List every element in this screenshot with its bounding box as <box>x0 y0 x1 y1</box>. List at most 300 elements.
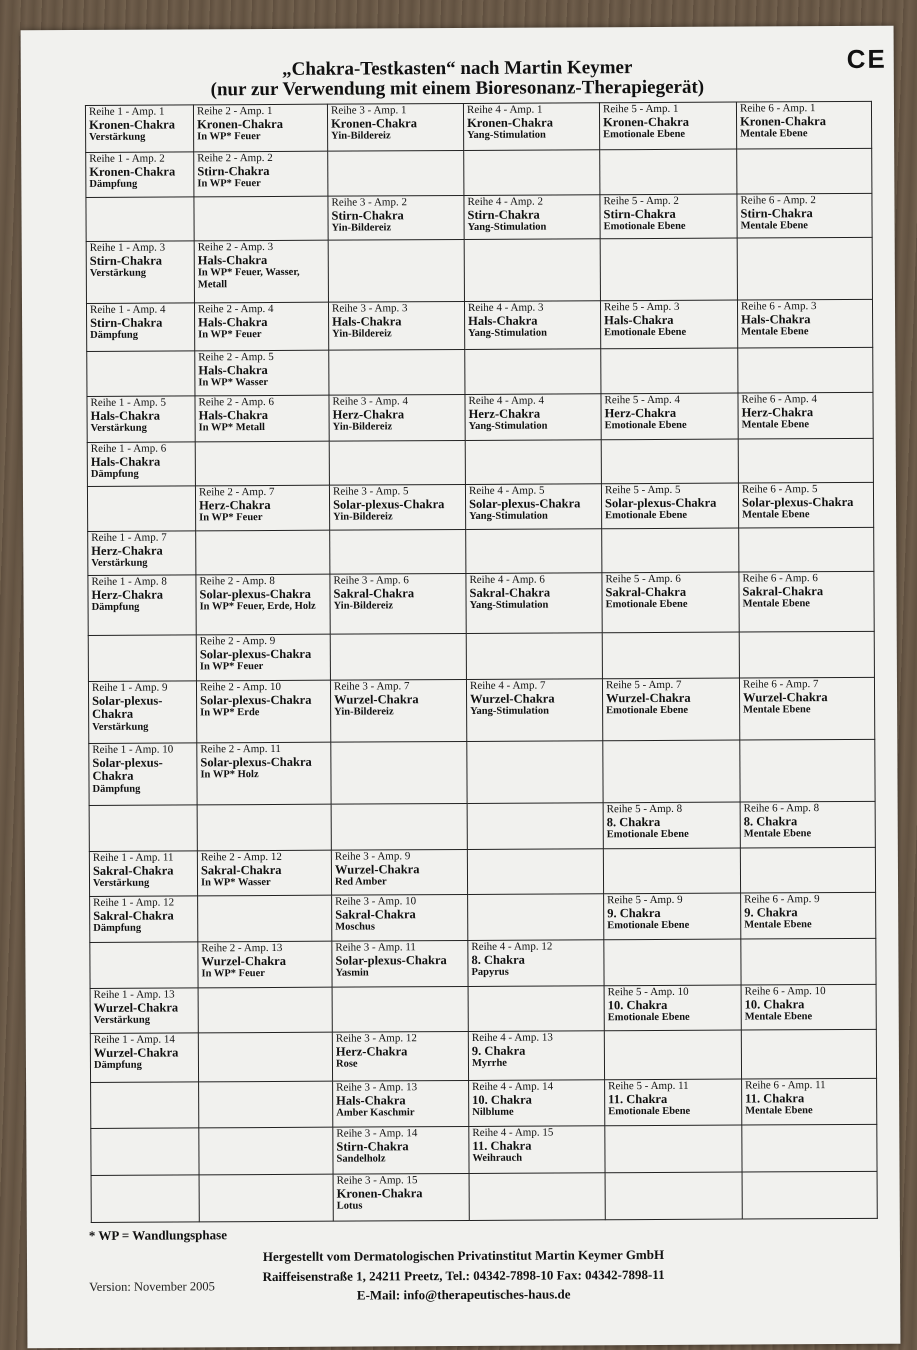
table-cell <box>194 240 328 303</box>
table-cell <box>199 1127 333 1175</box>
ampoule-label: Reihe 1 - Amp. 4 <box>89 303 166 316</box>
table-cell <box>88 635 196 682</box>
table-cell <box>600 149 737 195</box>
email: E-Mail: info@therapeutisches-haus.de <box>356 1286 571 1303</box>
table-cell <box>89 743 197 806</box>
table-cell <box>602 678 739 741</box>
table-cell <box>469 1080 605 1127</box>
ampoule-label: Reihe 6 - Amp. 5 <box>741 483 818 496</box>
ampoule-label: Reihe 3 - Amp. 4 <box>332 395 409 408</box>
cell-detail: Emotionale Ebene <box>604 420 687 432</box>
table-cell <box>328 301 464 350</box>
ampoule-label: Reihe 3 - Amp. 15 <box>336 1174 418 1187</box>
ampoule-label: Reihe 2 - Amp. 10 <box>199 680 281 694</box>
table-cell <box>464 301 600 350</box>
chakra-name: Sakral-Chakra <box>335 907 416 922</box>
chakra-name: 11. Chakra <box>745 1091 805 1106</box>
table-cell <box>738 482 873 528</box>
table-cell <box>328 239 464 302</box>
chakra-name: Sakral-Chakra <box>200 862 282 878</box>
chakra-name: 8. Chakra <box>471 952 525 967</box>
cell-detail: Amber Kaschmir <box>336 1107 415 1120</box>
ampoule-label: Reihe 5 - Amp. 11 <box>608 1079 689 1093</box>
footnote: * WP = Wandlungsphase <box>88 1227 227 1243</box>
ampoule-label: Reihe 4 - Amp. 1 <box>466 103 543 116</box>
cell-detail: Mentale Ebene <box>741 419 810 431</box>
table-row <box>86 193 872 241</box>
ampoule-label: Reihe 2 - Amp. 8 <box>199 574 275 588</box>
chakra-name: Stirn-Chakra <box>90 315 163 330</box>
ampoule-label: Reihe 5 - Amp. 4 <box>604 393 680 407</box>
ampoule-label: Reihe 6 - Amp. 3 <box>740 300 817 313</box>
table-cell <box>738 347 873 393</box>
table-cell <box>736 101 871 149</box>
ampoule-label: Reihe 1 - Amp. 5 <box>90 396 167 409</box>
ampoule-label: Reihe 1 - Amp. 8 <box>91 575 167 588</box>
table-cell <box>739 631 874 678</box>
ampoule-label: Reihe 3 - Amp. 11 <box>335 941 416 954</box>
chakra-name: Hals-Chakra <box>197 252 268 268</box>
ampoule-label: Reihe 2 - Amp. 7 <box>198 485 275 499</box>
table-cell <box>329 394 465 441</box>
cell-detail: Dämpfung <box>93 923 142 935</box>
ampoule-label: Reihe 4 - Amp. 4 <box>468 394 545 407</box>
chakra-name: Stirn-Chakra <box>331 208 404 223</box>
cell-detail: Emotionale Ebene <box>603 221 686 233</box>
table-cell <box>468 940 604 987</box>
ampoule-label: Reihe 3 - Amp. 5 <box>332 485 409 498</box>
table-cell <box>740 847 875 893</box>
table-cell <box>742 1124 877 1172</box>
ampoule-label: Reihe 1 - Amp. 12 <box>93 896 175 909</box>
table-cell <box>740 801 875 848</box>
cell-detail: Yang-Stimulation <box>467 129 546 142</box>
table-cell <box>198 941 332 988</box>
ce-mark: CE <box>846 43 887 74</box>
table-cell <box>603 802 740 849</box>
chakra-name: Hals-Chakra <box>468 313 538 328</box>
table-row <box>85 101 871 152</box>
ampoule-label: Reihe 4 - Amp. 14 <box>472 1080 554 1093</box>
chakra-name: Herz-Chakra <box>335 1044 408 1059</box>
table-cell <box>333 1173 469 1221</box>
chakra-name: Stirn-Chakra <box>197 163 270 179</box>
table-cell <box>330 633 466 680</box>
cell-detail: In WP* Feuer <box>199 512 263 524</box>
chakra-name: Stirn-Chakra <box>467 207 540 222</box>
chakra-name: Kronen-Chakra <box>197 116 283 132</box>
table-row <box>87 438 873 486</box>
ampoule-label: Reihe 6 - Amp. 4 <box>741 393 817 406</box>
ampoule-label: Reihe 5 - Amp. 6 <box>605 572 681 586</box>
chakra-name: Solar-plexus-Chakra <box>333 496 445 512</box>
table-cell <box>87 442 195 487</box>
ampoule-label: Reihe 1 - Amp. 1 <box>88 105 165 118</box>
table-cell <box>88 531 196 576</box>
ampoule-label: Reihe 2 - Amp. 3 <box>197 240 274 254</box>
cell-detail: Yin-Bildereiz <box>332 421 393 434</box>
table-cell <box>603 848 740 894</box>
chakra-name: 9. Chakra <box>471 1043 526 1058</box>
chakra-name: Wurzel-Chakra <box>470 691 555 706</box>
table-cell <box>603 740 740 803</box>
chakra-name: Wurzel-Chakra <box>334 692 419 707</box>
cell-detail: Emotionale Ebene <box>606 829 689 841</box>
table-cell <box>330 679 466 742</box>
table-cell <box>600 194 737 239</box>
table-cell <box>467 803 603 850</box>
ampoule-label: Reihe 4 - Amp. 3 <box>467 301 544 314</box>
cell-detail: Yang-Stimulation <box>468 420 548 433</box>
chakra-name: Kronen-Chakra <box>89 117 175 132</box>
cell-detail: Mentale Ebene <box>741 326 809 338</box>
table-cell <box>465 440 601 485</box>
ampoule-label: Reihe 4 - Amp. 6 <box>469 573 545 586</box>
cell-detail: Emotionale Ebene <box>607 1012 690 1024</box>
ampoule-label: Reihe 5 - Amp. 8 <box>606 802 683 816</box>
table-row <box>88 527 874 575</box>
cell-detail: Lotus <box>336 1200 363 1213</box>
cell-detail: Verstärkung <box>90 423 147 435</box>
cell-detail: In WP* Feuer, Erde, Holz <box>199 601 316 613</box>
cell-detail: Red Amber <box>334 876 387 889</box>
cell-detail: Verstärkung <box>93 1015 150 1027</box>
table-cell <box>738 438 873 483</box>
table-cell <box>464 195 600 240</box>
ampoule-label: Reihe 6 - Amp. 7 <box>742 678 819 691</box>
cell-detail: In WP* Feuer <box>199 661 264 673</box>
table-row <box>86 299 872 351</box>
cell-detail: Emotionale Ebene <box>608 1106 691 1118</box>
ampoule-label: Reihe 1 - Amp. 11 <box>92 851 174 864</box>
table-cell <box>467 849 603 895</box>
chakra-name: Sakral-Chakra <box>93 908 174 923</box>
cell-detail: In WP* Feuer <box>201 968 265 980</box>
cell-detail: In WP* Feuer <box>197 178 261 190</box>
ampoule-label: Reihe 2 - Amp. 4 <box>197 302 274 316</box>
table-cell <box>605 1079 742 1126</box>
cell-detail: Emotionale Ebene <box>607 920 690 932</box>
table-row <box>89 739 875 805</box>
table-cell <box>739 527 874 572</box>
table-row <box>91 1078 877 1128</box>
table-cell <box>737 237 872 300</box>
cell-detail: In WP* Holz <box>200 769 259 781</box>
ampoule-label: Reihe 3 - Amp. 10 <box>335 895 417 908</box>
table-cell <box>199 1081 333 1128</box>
chakra-name: 11. Chakra <box>608 1091 668 1107</box>
chakra-name: 10. Chakra <box>472 1092 532 1107</box>
table-cell <box>602 572 739 633</box>
cell-detail: Yin-Bildereiz <box>333 511 393 524</box>
table-row <box>89 801 875 851</box>
cell-detail: In WP* Metall <box>198 422 265 434</box>
chakra-name: Wurzel-Chakra <box>93 1045 179 1060</box>
table-cell <box>196 634 330 681</box>
chakra-name: Hals-Chakra <box>198 407 269 423</box>
cell-detail: Emotionale Ebene <box>604 327 687 339</box>
table-cell <box>599 102 736 150</box>
ampoule-label: Reihe 4 - Amp. 2 <box>467 195 543 208</box>
chakra-name: Hals-Chakra <box>90 408 161 423</box>
table-cell <box>194 151 328 197</box>
cell-detail: Mentale Ebene <box>742 598 810 610</box>
table-cell <box>91 1128 199 1176</box>
table-cell <box>600 238 737 301</box>
table-cell <box>197 850 331 896</box>
table-cell <box>468 986 604 1032</box>
ampoule-label: Reihe 2 - Amp. 6 <box>198 395 275 409</box>
cell-detail: In WP* Erde <box>200 707 260 719</box>
table-cell <box>741 1029 876 1079</box>
table-cell <box>193 104 327 152</box>
table-cell <box>742 1171 877 1219</box>
table-cell <box>91 1175 199 1223</box>
table-row <box>90 984 876 1033</box>
table-cell <box>604 893 741 940</box>
cell-detail: Yin-Bildereiz <box>332 328 392 341</box>
ampoule-label: Reihe 4 - Amp. 13 <box>471 1031 553 1044</box>
table-cell <box>601 393 738 440</box>
chakra-name: Hals-Chakra <box>741 312 811 327</box>
chakra-name: Hals-Chakra <box>198 362 268 378</box>
table-cell <box>465 394 601 441</box>
table-cell <box>197 742 331 805</box>
chakra-name: Solar-plexus-Chakra <box>742 494 854 510</box>
table-cell <box>332 894 468 941</box>
table-cell <box>466 529 602 574</box>
ampoule-label: Reihe 3 - Amp. 9 <box>334 850 411 863</box>
cell-detail: Emotionale Ebene <box>603 129 686 141</box>
chakra-name: Stirn-Chakra <box>336 1139 409 1154</box>
ampoule-label: Reihe 3 - Amp. 13 <box>336 1081 418 1094</box>
chakra-name: Wurzel-Chakra <box>606 690 691 706</box>
cell-detail: Dämpfung <box>89 179 138 191</box>
cell-detail: Verstärkung <box>89 132 146 144</box>
table-cell <box>196 530 330 575</box>
table-cell <box>331 741 467 804</box>
table-cell <box>741 984 876 1030</box>
chakra-name: Solar-plexus-Chakra <box>92 693 163 722</box>
cell-detail: Myrrhe <box>471 1058 507 1070</box>
ampoule-label: Reihe 3 - Amp. 12 <box>335 1032 417 1045</box>
table-cell <box>739 677 874 740</box>
chakra-name: Kronen-Chakra <box>467 115 553 130</box>
cell-detail: Emotionale Ebene <box>606 705 689 717</box>
table-cell <box>332 986 468 1032</box>
chakra-name: Solar-plexus-Chakra <box>199 586 311 602</box>
table-row <box>87 392 873 442</box>
cell-detail: Dämpfung <box>90 469 139 481</box>
ampoule-label: Reihe 1 - Amp. 10 <box>92 743 174 756</box>
table-cell <box>87 396 195 443</box>
chakra-name: Wurzel-Chakra <box>201 953 286 969</box>
table-cell <box>605 1172 742 1220</box>
table-cell <box>198 1032 332 1082</box>
version: Version: November 2005 <box>89 1279 215 1294</box>
chakra-name: Wurzel-Chakra <box>743 689 828 705</box>
table-cell <box>739 571 874 632</box>
table-cell <box>331 803 467 850</box>
ampoule-label: Reihe 3 - Amp. 3 <box>331 302 408 315</box>
chakra-name: Solar-plexus-Chakra <box>469 496 581 511</box>
ampoule-label: Reihe 6 - Amp. 9 <box>744 893 820 906</box>
ampoule-label: Reihe 4 - Amp. 12 <box>471 940 553 953</box>
chakra-name: Hals-Chakra <box>332 314 402 329</box>
table-cell <box>198 987 332 1033</box>
chakra-name: Hals-Chakra <box>336 1093 406 1108</box>
cell-detail: Yang-Stimulation <box>469 510 548 523</box>
cell-detail: Moschus <box>335 921 375 934</box>
table-cell <box>464 150 600 196</box>
chakra-name: 8. Chakra <box>743 814 798 829</box>
table-cell <box>332 940 468 987</box>
cell-detail: Yin-Bildereiz <box>331 222 392 235</box>
chakra-name: Solar-plexus-Chakra <box>335 952 447 968</box>
table-cell <box>331 849 467 895</box>
table-cell <box>87 351 195 397</box>
table-row <box>88 571 874 635</box>
table-cell <box>738 392 873 439</box>
table-cell <box>90 988 198 1034</box>
table-cell <box>86 303 194 352</box>
table-cell <box>88 681 196 744</box>
cell-detail: Yang-Stimulation <box>469 599 549 612</box>
cell-detail: In WP* Feuer <box>198 329 262 341</box>
chakra-name: 10. Chakra <box>607 997 668 1013</box>
ampoule-label: Reihe 3 - Amp. 6 <box>333 574 409 587</box>
cell-detail: Yang-Stimulation <box>470 705 549 718</box>
table-cell <box>197 804 331 851</box>
chakra-name: Herz-Chakra <box>604 405 677 421</box>
table-cell <box>469 1173 605 1221</box>
table-cell <box>601 348 738 394</box>
ampoule-label: Reihe 2 - Amp. 1 <box>196 104 273 118</box>
table-cell <box>604 985 741 1031</box>
table-row <box>90 1029 876 1082</box>
table-cell <box>86 152 194 198</box>
chakra-name: 8. Chakra <box>606 814 661 830</box>
chakra-name: Herz-Chakra <box>91 543 163 558</box>
table-cell <box>332 1031 468 1081</box>
cell-detail: Verstärkung <box>92 721 149 733</box>
ampoule-label: Reihe 1 - Amp. 3 <box>89 241 166 254</box>
table-cell <box>329 349 465 395</box>
chakra-name: Stirn-Chakra <box>603 206 676 222</box>
ampoule-label: Reihe 2 - Amp. 5 <box>198 350 274 364</box>
table-row <box>90 892 876 942</box>
chakra-name: Sakral-Chakra <box>92 863 174 878</box>
table-cell <box>741 938 876 985</box>
table-cell <box>88 575 196 636</box>
chakra-name: Sakral-Chakra <box>742 583 824 599</box>
table-row <box>91 1124 877 1175</box>
table-cell <box>601 439 738 484</box>
ampoule-label: Reihe 1 - Amp. 7 <box>91 531 167 544</box>
chakra-name: Kronen-Chakra <box>603 114 689 130</box>
chakra-table <box>85 101 878 1223</box>
cell-detail: In WP* Wasser <box>200 877 271 889</box>
chakra-name: Herz-Chakra <box>199 497 271 513</box>
ampoule-label: Reihe 2 - Amp. 12 <box>200 850 282 864</box>
table-cell <box>466 679 602 742</box>
chakra-name: Solar-plexus-Chakra <box>200 754 312 770</box>
chakra-name: Wurzel-Chakra <box>334 862 420 877</box>
table-cell <box>466 573 602 634</box>
cell-detail: Mentale Ebene <box>742 509 810 521</box>
ampoule-label: Reihe 1 - Amp. 6 <box>90 442 167 455</box>
ampoule-label: Reihe 6 - Amp. 8 <box>743 802 820 815</box>
table-cell <box>89 805 197 852</box>
ampoule-label: Reihe 4 - Amp. 15 <box>472 1126 554 1139</box>
table-cell <box>90 1033 198 1083</box>
table-cell <box>468 894 604 941</box>
table-cell <box>463 103 599 151</box>
ampoule-label: Reihe 4 - Amp. 5 <box>468 484 545 497</box>
cell-detail: Mentale Ebene <box>745 1105 813 1117</box>
table-row <box>89 847 875 896</box>
table-cell <box>90 942 198 989</box>
table-cell <box>737 299 872 348</box>
table-cell <box>196 574 330 635</box>
cell-detail: Dämpfung <box>93 1060 142 1072</box>
cell-detail: Sandelholz <box>336 1153 386 1166</box>
ampoule-label: Reihe 4 - Amp. 7 <box>469 679 546 692</box>
cell-detail: Rose <box>335 1058 358 1071</box>
cell-detail: Verstärkung <box>89 268 147 280</box>
cell-detail: Verstärkung <box>92 878 150 890</box>
table-cell <box>604 939 741 986</box>
ampoule-label: Reihe 3 - Amp. 2 <box>331 196 407 209</box>
ampoule-label: Reihe 5 - Amp. 5 <box>604 483 681 497</box>
cell-detail: Nilblume <box>472 1107 514 1119</box>
table-cell <box>333 1126 469 1174</box>
ampoule-label: Reihe 5 - Amp. 2 <box>603 194 679 208</box>
cell-detail: Mentale Ebene <box>740 220 808 232</box>
cell-detail: Dämpfung <box>90 330 139 342</box>
chakra-name: Herz-Chakra <box>741 405 814 420</box>
chakra-name: Solar-plexus-Chakra <box>199 646 312 662</box>
cell-detail: In WP* Feuer <box>197 131 261 143</box>
chakra-name: 11. Chakra <box>472 1138 532 1153</box>
ampoule-label: Reihe 6 - Amp. 10 <box>744 985 826 998</box>
table-cell <box>328 195 464 240</box>
ampoule-label: Reihe 2 - Amp. 11 <box>200 742 281 756</box>
document-sheet <box>21 26 901 1349</box>
chakra-name: Kronen-Chakra <box>89 164 176 179</box>
table-row <box>88 677 874 743</box>
table-cell <box>333 1080 469 1127</box>
chakra-name: Sakral-Chakra <box>469 585 551 600</box>
chakra-name: Kronen-Chakra <box>331 116 417 131</box>
table-cell <box>465 484 601 530</box>
cell-detail: Emotionale Ebene <box>605 599 688 611</box>
chakra-name: Wurzel-Chakra <box>93 1000 179 1015</box>
cell-detail: Yin-Bildereiz <box>333 600 394 613</box>
chakra-name: Kronen-Chakra <box>740 113 826 129</box>
table-row <box>87 482 873 531</box>
document-subtitle: (nur zur Verwendung mit einem Bioresonanz-Therapiegerät) <box>210 76 705 101</box>
table-cell <box>464 239 600 302</box>
table-row <box>91 1171 877 1222</box>
cell-detail: Mentale Ebene <box>743 704 811 716</box>
chakra-name: Solar-plexus-Chakra <box>200 692 312 708</box>
table-cell <box>199 1174 333 1222</box>
ampoule-label: Reihe 5 - Amp. 3 <box>603 300 680 314</box>
table-cell <box>330 573 466 634</box>
chakra-name: 9. Chakra <box>607 905 661 921</box>
table-row <box>88 631 874 681</box>
